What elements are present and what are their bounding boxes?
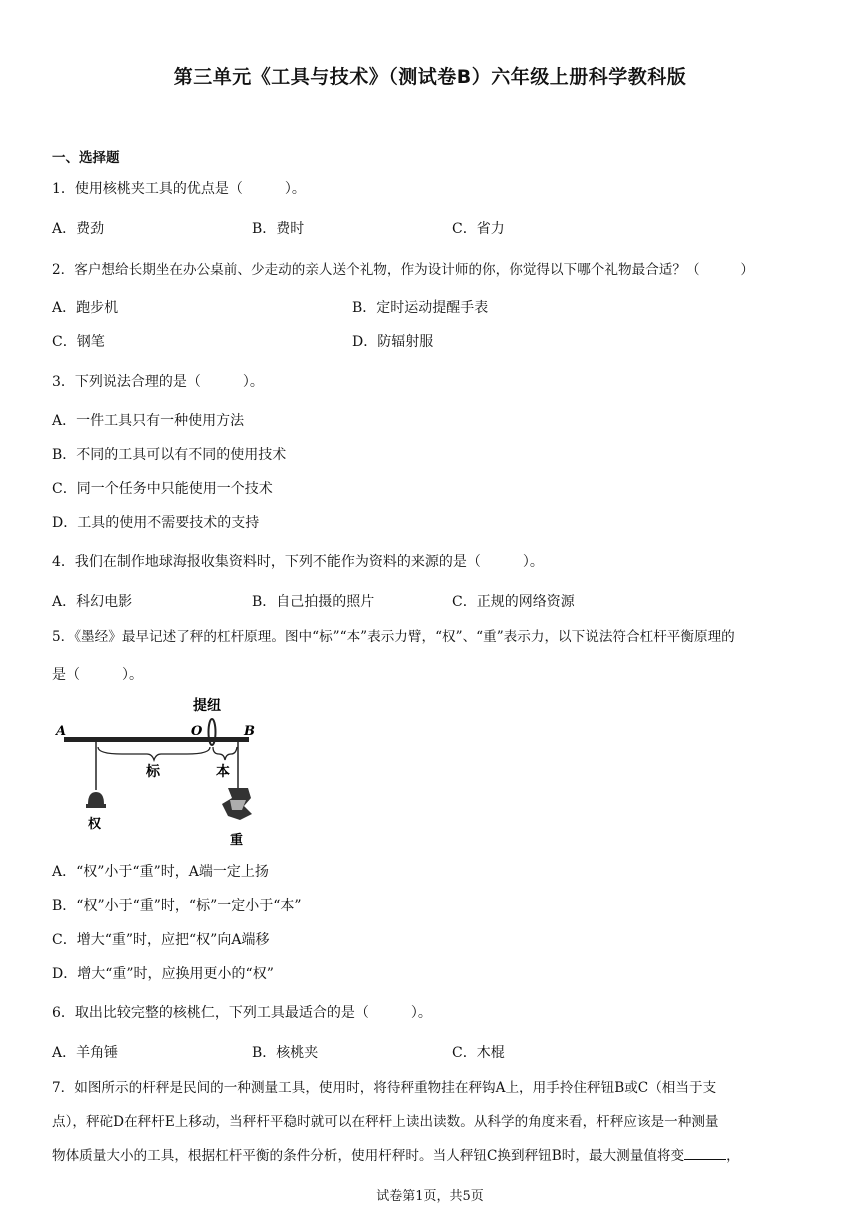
point-b-label: B	[244, 724, 255, 739]
q2-option-b: B．定时运动提醒手表	[352, 300, 489, 316]
q4-option-b: B．自己拍摄的照片	[252, 594, 375, 610]
counterweight	[88, 792, 104, 804]
q2-option-c: C．钢笔	[52, 334, 105, 350]
q2-option-a: A．跑步机	[52, 300, 119, 316]
q3-option-d: D．工具的使用不需要技术的支持	[52, 515, 260, 531]
biao-label: 标	[146, 764, 160, 780]
ben-label: 本	[216, 764, 230, 780]
question-6-stem: 6．取出比较完整的核桃仁，下列工具最适合的是（ ）。	[52, 1005, 432, 1021]
ben-brace	[213, 747, 237, 760]
question-7-line-3	[52, 1144, 740, 1164]
question-5-stem-line-2: 是（ ）。	[52, 667, 143, 683]
q5-option-c: C．增大“重”时，应把“权”向A端移	[52, 932, 270, 948]
counterweight-label: 权	[88, 817, 102, 832]
point-a-label: A	[56, 724, 67, 739]
q3-option-a: A．一件工具只有一种使用方法	[52, 413, 245, 429]
q3-option-c: C．同一个任务中只能使用一个技术	[52, 481, 273, 497]
q1-option-c: C．省力	[452, 221, 505, 237]
q5-option-a: A．“权”小于“重”时，A端一定上扬	[52, 864, 269, 880]
q1-option-a: A．费劲	[52, 221, 105, 237]
biao-brace	[98, 747, 210, 760]
question-5-stem-line-1: 5．《墨经》最早记述了秤的杠杆原理。图中“标”“本”表示力臂，“权”、“重”表示力，以下说法符合杠杆平衡原理的	[52, 629, 735, 645]
page-title: 第三单元《工具与技术》（测试卷B）六年级上册科学教科版	[173, 66, 687, 88]
section-heading: 一、选择题	[52, 150, 120, 166]
question-3-stem: 3．下列说法合理的是（ ）。	[52, 374, 264, 390]
q3-option-b: B．不同的工具可以有不同的使用技术	[52, 447, 287, 463]
q4-option-c: C．正规的网络资源	[452, 594, 575, 610]
question-7-line-3-text: 物体质量大小的工具，根据杠杆平衡的条件分析，使用杆秤时。当人秤钮C换到秤钮B时，最大测量值将变	[52, 1148, 685, 1164]
question-7-line-3-end: ，	[726, 1148, 740, 1164]
question-2-stem: 2．客户想给长期坐在办公桌前、少走动的亲人送个礼物，作为设计师的你，你觉得以下哪个礼物最合适？（ ）	[52, 262, 754, 278]
question-7-line-2: 点），秤砣D在秤杆E上移动，当秤杆平稳时就可以在秤杆上读出读数。从科学的角度来看，杆秤应该是一种测量	[52, 1114, 719, 1130]
q4-option-a: A．科幻电影	[52, 594, 133, 610]
q5-option-d: D．增大“重”时，应换用更小的“权”	[52, 966, 274, 982]
page-footer: 试卷第1页，共5页	[376, 1189, 484, 1204]
heavy-object-label: 重	[230, 833, 244, 848]
steelyard-beam	[64, 737, 249, 742]
counterweight-base	[86, 804, 106, 808]
steelyard-figure	[52, 692, 262, 852]
q5-option-b: B．“权”小于“重”时，“标”一定小于“本”	[52, 898, 302, 914]
q6-option-b: B．核桃夹	[252, 1045, 319, 1061]
q6-option-a: A．羊角锤	[52, 1045, 119, 1061]
question-4-stem: 4．我们在制作地球海报收集资料时，下列不能作为资料的来源的是（ ）。	[52, 554, 544, 570]
q6-option-c: C．木棍	[452, 1045, 505, 1061]
point-o-label: O	[191, 724, 203, 739]
question-7-line-1: 7．如图所示的杆秤是民间的一种测量工具，使用时，将待秤重物挂在秤钩A上，用手拎住秤钮B或C（相当于支	[52, 1080, 717, 1096]
answer-blank[interactable]	[684, 1147, 726, 1160]
q2-option-d: D．防辐射服	[352, 334, 434, 350]
q1-option-b: B．费时	[252, 221, 305, 237]
lifting-cord-label: 提纽	[193, 698, 221, 714]
question-1-stem: 1．使用核桃夹工具的优点是（ ）。	[52, 181, 306, 197]
